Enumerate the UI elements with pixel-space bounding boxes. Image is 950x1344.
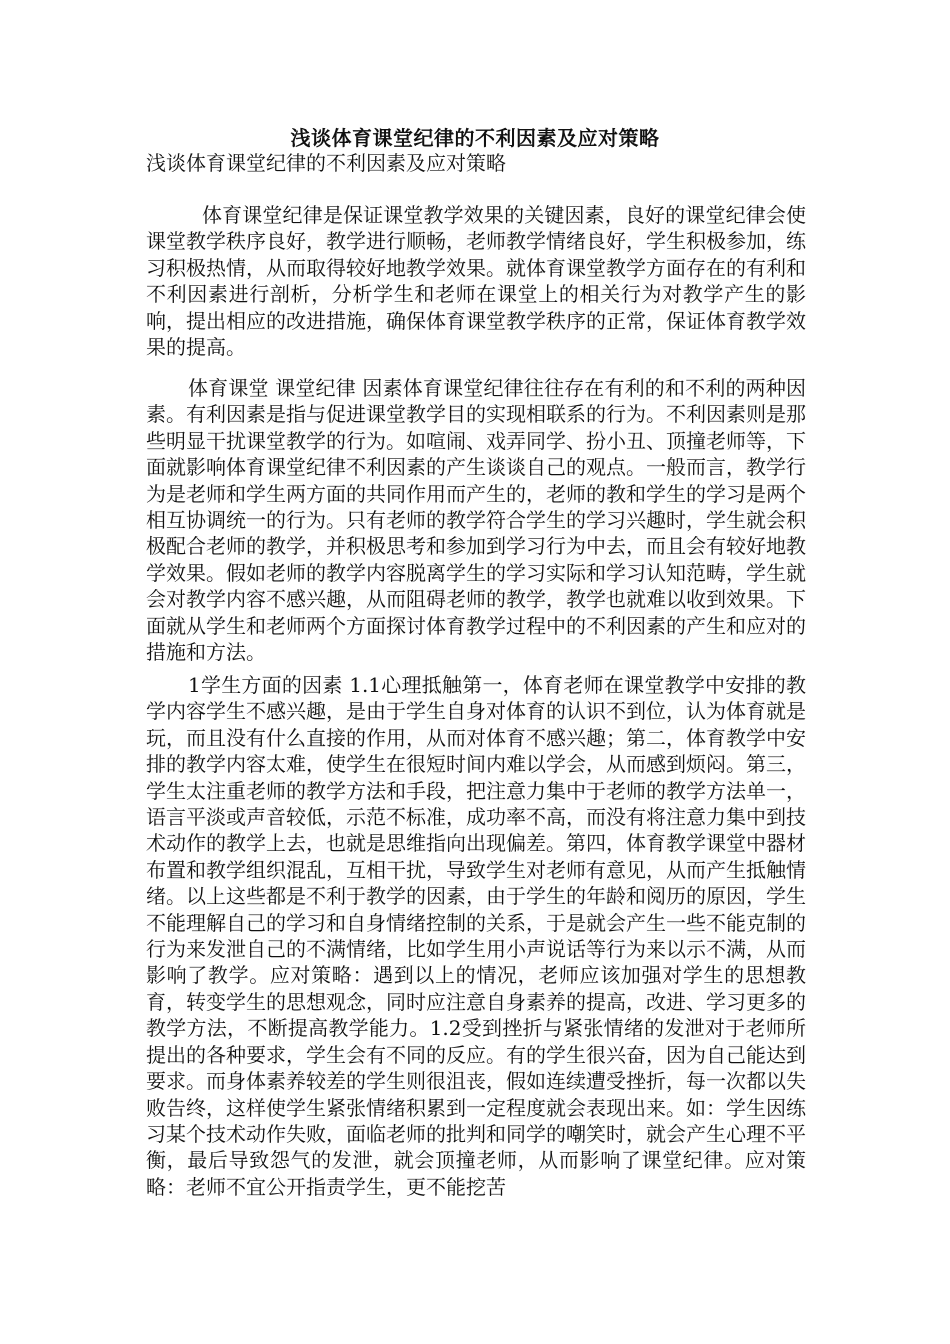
paragraph-student-factors: 1学生方面的因素 1.1心理抵触第一，体育老师在课堂教学中安排的教学内容学生不感兴趣，是由于学生自身对体育的认识不到位，认为体育就是玩，而且没有什么直接的作用，从而对体育不感兴趣；第二，体育教学中安排的教学内容太难，使学生在很短时间内难以学会，从而感到烦闷。第三，学生太注重老师的教学方法和手段，把注意力集中于老师的教学方法单一，语言平淡或声音较低，示范不标准，成功率不高，而没有将注意力集中到技术动作的教学上去，也就是思维指向出现偏差。第四，体育教学课堂中器材布置和教学组织混乱，互相干扰，导致学生对老师有意见，从而产生抵触情绪。以上这些都是不利于教学的因素，由于学生的年龄和阅历的原因，学生不能理解自己的学习和自身情绪控制的关系，于是就会产生一些不能克制的行为来发泄自己的不满情绪，比如学生用小声说话等行为来以示不满，从而影响了教学。应对策略：遇到以上的情况，老师应该加强对学生的思想教育，转变学生的思想观念，同时应注意自身素养的提高，改进、学习更多的教学方法，不断提高教学能力。1.2受到挫折与紧张情绪的发泄对于老师所提出的各种要求，学生会有不同的反应。有的学生很兴奋，因为自己能达到要求。而身体素养较差的学生则很沮丧，假如连续遭受挫折，每一次都以失败告终，这样使学生紧张情绪积累到一定程度就会表现出来。如：学生因练习某个技术动作失败，面临老师的批判和同学的嘲笑时，就会产生心理不平衡，最后导致怨气的发泄，就会顶撞老师，从而影响了课堂纪律。应对策略：老师不宜公开指责学生，更不能挖苦: [146, 673, 806, 1199]
document-subtitle: 浅谈体育课堂纪律的不利因素及应对策略: [146, 151, 506, 175]
document-title: 浅谈体育课堂纪律的不利因素及应对策略: [290, 126, 660, 150]
paragraph-introduction: 体育课堂 课堂纪律 因素体育课堂纪律往往存在有利的和不利的两种因素。有利因素是指与促进课堂教学目的实现相联系的行为。不利因素则是那些明显干扰课堂教学的行为。如喧闹、戏弄同学、扮小丑、顶撞老师等，下面就影响体育课堂纪律不利因素的产生谈谈自己的观点。一般而言，教学行为是老师和学生两方面的共同作用而产生的，老师的教和学生的学习是两个相互协调统一的行为。只有老师的教学符合学生的学习兴趣时，学生就会积极配合老师的教学，并积极思考和参加到学习行为中去，而且会有较好地教学效果。假如老师的教学内容脱离学生的学习实际和学习认知范畴，学生就会对教学内容不感兴趣，从而阻碍老师的教学，教学也就难以收到效果。下面就从学生和老师两个方面探讨体育教学过程中的不利因素的产生和应对的措施和方法。: [146, 376, 806, 665]
paragraph-abstract: 体育课堂纪律是保证课堂教学效果的关键因素，良好的课堂纪律会使课堂教学秩序良好，教学进行顺畅，老师教学情绪良好，学生积极参加，练习积极热情，从而取得较好地教学效果。就体育课堂教学方面存在的有利和不利因素进行剖析，分析学生和老师在课堂上的相关行为对教学产生的影响，提出相应的改进措施，确保体育课堂教学秩序的正常，保证体育教学效果的提高。: [146, 203, 806, 360]
